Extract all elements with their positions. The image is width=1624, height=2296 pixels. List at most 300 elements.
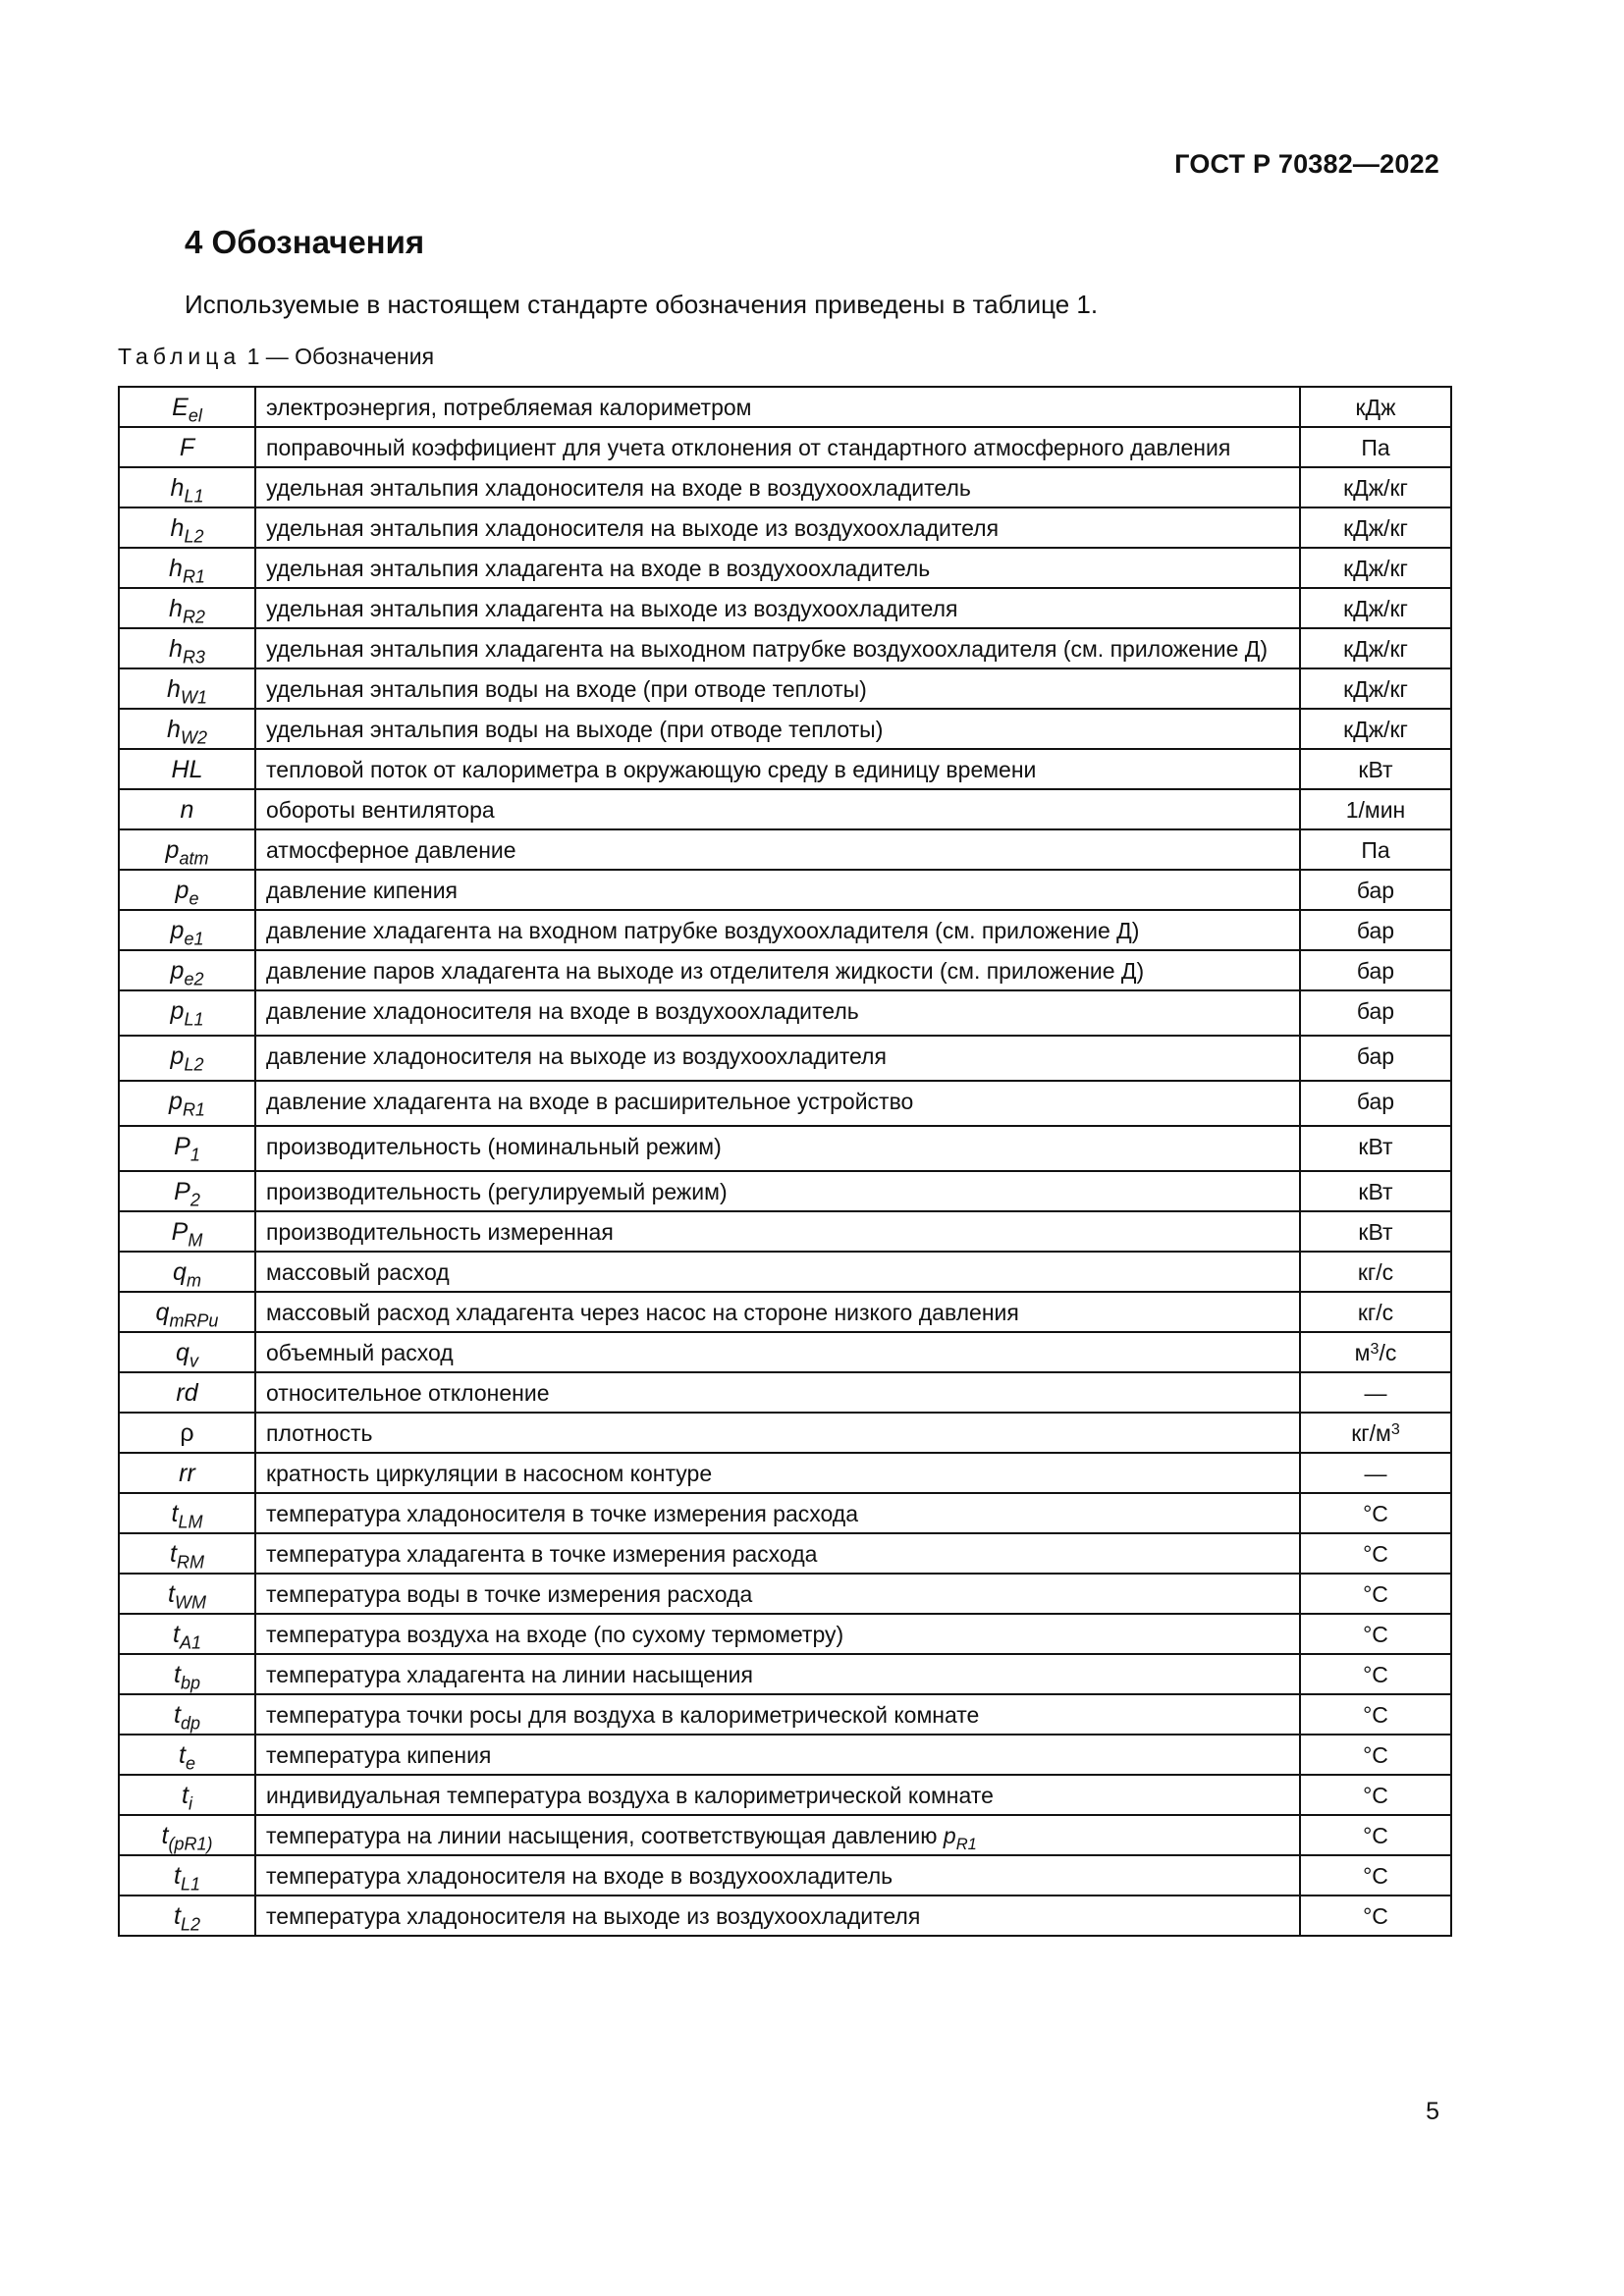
unit-cell (1300, 1614, 1451, 1654)
symbol-cell (119, 1896, 255, 1936)
unit-text: бар (1356, 878, 1395, 903)
symbol-base: t (174, 1661, 181, 1688)
symbol-cell (119, 467, 255, 507)
table-row (119, 1533, 1451, 1574)
description-symbol: p (943, 1823, 956, 1848)
description-text: массовый расход хладагента через насос на стороне низкого давления (266, 1300, 1019, 1325)
intro-paragraph: Используемые в настоящем стандарте обозначения приведены в таблице 1. (185, 290, 1099, 319)
unit-cell (1300, 1413, 1451, 1453)
description-cell (255, 709, 1300, 749)
unit-cell (1300, 668, 1451, 709)
symbol-base: q (155, 1299, 170, 1326)
symbol-subscript: v (189, 1351, 198, 1371)
unit-cell (1300, 387, 1451, 427)
description-cell (255, 1815, 1300, 1855)
unit-text: кДж/кг (1343, 717, 1408, 742)
table-row (119, 1036, 1451, 1081)
unit-superscript: 3 (1390, 1419, 1400, 1438)
symbol-base: HL (171, 756, 203, 783)
symbol-base: t (170, 1540, 177, 1568)
symbol-base: t (179, 1741, 186, 1769)
symbol-base: q (176, 1339, 189, 1366)
unit-cell (1300, 749, 1451, 789)
table-row (119, 1775, 1451, 1815)
unit-cell (1300, 789, 1451, 829)
unit-text: — (1364, 1461, 1387, 1486)
symbol-cell (119, 427, 255, 467)
symbol-base: t (174, 1902, 181, 1930)
description-cell (255, 628, 1300, 668)
unit-cell (1300, 507, 1451, 548)
description-cell (255, 1372, 1300, 1413)
unit-cell (1300, 990, 1451, 1036)
unit-text: Па (1361, 837, 1390, 863)
symbol-subscript: R3 (182, 647, 205, 667)
symbol-cell (119, 1292, 255, 1332)
symbol-cell (119, 1654, 255, 1694)
unit-cell (1300, 628, 1451, 668)
description-text: давление хладоносителя на входе в воздухоохладитель (266, 998, 859, 1024)
unit-text: кДж/кг (1343, 636, 1408, 662)
unit-cell (1300, 950, 1451, 990)
description-text: температура кипения (266, 1742, 492, 1768)
symbol-cell (119, 1493, 255, 1533)
symbol-cell (119, 387, 255, 427)
description-text: температура хладоносителя в точке измерения расхода (266, 1501, 858, 1526)
description-text: производительность (номинальный режим) (266, 1134, 722, 1159)
unit-text: бар (1356, 998, 1395, 1024)
unit-text: бар (1356, 918, 1395, 943)
description-text: электроэнергия, потребляемая калориметром (266, 395, 752, 420)
description-text: температура хладоносителя на входе в воздухоохладитель (266, 1863, 893, 1889)
table-row (119, 548, 1451, 588)
symbol-subscript: RM (176, 1552, 204, 1573)
description-text: относительное отклонение (266, 1380, 550, 1406)
symbol-subscript: WM (174, 1592, 206, 1613)
description-cell (255, 1654, 1300, 1694)
description-cell (255, 387, 1300, 427)
description-text: давление хладагента на входе в расширительное устройство (266, 1089, 914, 1114)
unit-cell (1300, 1775, 1451, 1815)
table-row (119, 1211, 1451, 1252)
description-cell (255, 1081, 1300, 1126)
unit-text: °C (1363, 1903, 1388, 1929)
symbol-subscript: M (188, 1230, 203, 1251)
description-text: атмосферное давление (266, 837, 516, 863)
table-row (119, 1735, 1451, 1775)
symbol-cell (119, 548, 255, 588)
table-row (119, 1081, 1451, 1126)
symbol-cell (119, 789, 255, 829)
symbol-subscript: (pR1) (168, 1834, 213, 1854)
unit-cell (1300, 1036, 1451, 1081)
symbol-subscript: L1 (184, 486, 204, 507)
description-text: обороты вентилятора (266, 797, 495, 823)
table-row (119, 387, 1451, 427)
symbol-cell (119, 990, 255, 1036)
symbol-subscript: L2 (184, 526, 204, 547)
symbol-base: p (165, 836, 180, 864)
unit-text: °C (1363, 1501, 1388, 1526)
symbol-base: t (171, 1500, 179, 1527)
table-caption (118, 344, 434, 370)
description-text: удельная энтальпия хладагента на выходном патрубке воздухоохладителя (см. приложение Д) (266, 636, 1269, 662)
symbol-base: rd (176, 1379, 198, 1407)
unit-cell (1300, 870, 1451, 910)
unit-cell (1300, 1171, 1451, 1211)
unit-cell (1300, 1332, 1451, 1372)
document-code: ГОСТ Р 70382—2022 (1174, 149, 1439, 179)
symbol-subscript: R2 (182, 607, 205, 627)
symbol-cell (119, 668, 255, 709)
symbol-subscript: L1 (180, 1874, 200, 1895)
description-cell (255, 427, 1300, 467)
symbol-base: n (180, 796, 194, 824)
symbol-base: P (174, 1178, 190, 1205)
unit-text: кг/с (1357, 1300, 1394, 1325)
unit-cell (1300, 1694, 1451, 1735)
description-cell (255, 1292, 1300, 1332)
unit-text: кВт (1358, 1219, 1393, 1245)
description-text: температура точки росы для воздуха в калориметрической комнате (266, 1702, 980, 1728)
unit-cell (1300, 1081, 1451, 1126)
description-text: поправочный коэффициент для учета отклонения от стандартного атмосферного давления (266, 435, 1231, 460)
description-text: удельная энтальпия воды на выходе (при отводе теплоты) (266, 717, 884, 742)
unit-text: °C (1363, 1742, 1388, 1768)
description-cell (255, 870, 1300, 910)
unit-cell (1300, 1896, 1451, 1936)
description-cell (255, 789, 1300, 829)
unit-cell (1300, 1372, 1451, 1413)
symbol-subscript: L1 (184, 1009, 204, 1030)
symbol-cell (119, 1855, 255, 1896)
unit-text: кДж/кг (1343, 596, 1408, 621)
unit-cell (1300, 1815, 1451, 1855)
table-row (119, 628, 1451, 668)
table-row (119, 1292, 1451, 1332)
unit-cell (1300, 709, 1451, 749)
description-cell (255, 467, 1300, 507)
symbol-base: p (170, 997, 185, 1025)
symbol-subscript: i (188, 1793, 192, 1814)
symbol-subscript: L2 (180, 1914, 200, 1935)
symbol-base: h (170, 474, 185, 502)
symbol-base: p (175, 877, 189, 904)
description-cell (255, 1413, 1300, 1453)
unit-cell (1300, 1855, 1451, 1896)
unit-cell (1300, 1126, 1451, 1171)
table-row (119, 1896, 1451, 1936)
table-row (119, 1855, 1451, 1896)
symbol-cell (119, 1533, 255, 1574)
description-cell (255, 950, 1300, 990)
description-text: производительность измеренная (266, 1219, 614, 1245)
unit-text: кВт (1358, 1134, 1393, 1159)
symbol-base: E (172, 394, 189, 421)
unit-text: кДж (1355, 395, 1396, 420)
description-text: давление кипения (266, 878, 459, 903)
description-cell (255, 1775, 1300, 1815)
description-text: давление хладоносителя на выходе из воздухоохладителя (266, 1043, 887, 1069)
symbol-subscript: mRPu (169, 1310, 219, 1331)
symbol-cell (119, 1252, 255, 1292)
symbol-cell (119, 1126, 255, 1171)
table-row (119, 1453, 1451, 1493)
table-row (119, 1126, 1451, 1171)
description-cell (255, 507, 1300, 548)
symbol-cell (119, 588, 255, 628)
symbol-base: rr (179, 1460, 195, 1487)
symbol-base: h (167, 675, 181, 703)
description-cell (255, 1614, 1300, 1654)
symbols-table (118, 386, 1452, 1937)
unit-text: °C (1363, 1581, 1388, 1607)
symbol-subscript: 1 (189, 1145, 200, 1165)
symbol-base: t (161, 1822, 169, 1849)
description-cell (255, 1252, 1300, 1292)
unit-text: °C (1363, 1541, 1388, 1567)
description-cell (255, 1036, 1300, 1081)
table-row (119, 427, 1451, 467)
table-row (119, 789, 1451, 829)
symbol-base: P (171, 1218, 189, 1246)
symbol-cell (119, 950, 255, 990)
unit-text: °C (1363, 1823, 1388, 1848)
section-title: 4 Обозначения (185, 224, 425, 260)
symbol-cell (119, 1332, 255, 1372)
description-text: плотность (266, 1420, 373, 1446)
symbol-cell (119, 1081, 255, 1126)
unit-text: кВт (1358, 757, 1393, 782)
description-cell (255, 829, 1300, 870)
unit-cell (1300, 1735, 1451, 1775)
symbol-cell (119, 1211, 255, 1252)
symbol-cell (119, 1413, 255, 1453)
description-text: индивидуальная температура воздуха в калориметрической комнате (266, 1783, 994, 1808)
unit-text: кг/м (1351, 1420, 1391, 1446)
symbol-subscript: W1 (180, 687, 207, 708)
symbol-subscript: e (185, 1753, 195, 1774)
symbol-cell (119, 1735, 255, 1775)
unit-text: Па (1361, 435, 1390, 460)
description-text: температура хладагента на линии насыщения (266, 1662, 753, 1687)
unit-text: °C (1363, 1783, 1388, 1808)
table-row (119, 1815, 1451, 1855)
unit-cell (1300, 548, 1451, 588)
description-cell (255, 1694, 1300, 1735)
symbol-base: t (168, 1580, 175, 1608)
unit-cell (1300, 1292, 1451, 1332)
unit-text: °C (1363, 1702, 1388, 1728)
symbol-cell (119, 1694, 255, 1735)
table-row (119, 990, 1451, 1036)
unit-cell (1300, 1252, 1451, 1292)
unit-cell (1300, 1654, 1451, 1694)
symbol-cell (119, 709, 255, 749)
symbol-base: p (170, 957, 185, 985)
symbol-base: t (174, 1701, 181, 1729)
unit-superscript: 3 (1370, 1339, 1380, 1358)
symbol-cell (119, 1815, 255, 1855)
unit-text: кДж/кг (1343, 676, 1408, 702)
table-row (119, 709, 1451, 749)
symbol-cell (119, 870, 255, 910)
symbol-subscript: LM (178, 1512, 203, 1532)
table-row (119, 1171, 1451, 1211)
table-caption-word: Таблица (118, 344, 242, 369)
symbol-subscript: atm (179, 848, 209, 869)
description-text: производительность (регулируемый режим) (266, 1179, 728, 1204)
symbol-base: P (174, 1133, 190, 1160)
symbol-subscript: bp (180, 1673, 200, 1693)
table-row (119, 467, 1451, 507)
table-row (119, 507, 1451, 548)
symbol-base: p (170, 917, 185, 944)
unit-cell (1300, 1533, 1451, 1574)
symbols-table-body (119, 387, 1451, 1936)
symbol-base: t (173, 1621, 180, 1648)
symbol-subscript: e2 (184, 969, 204, 989)
description-text: тепловой поток от калориметра в окружающую среду в единицу времени (266, 757, 1037, 782)
description-text: удельная энтальпия хладоносителя на входе в воздухоохладитель (266, 475, 971, 501)
description-cell (255, 548, 1300, 588)
unit-text: кДж/кг (1343, 556, 1408, 581)
description-cell (255, 1574, 1300, 1614)
description-cell (255, 1453, 1300, 1493)
table-row (119, 1694, 1451, 1735)
symbol-cell (119, 1574, 255, 1614)
description-cell (255, 1126, 1300, 1171)
description-text: температура хладоносителя на выходе из воздухоохладителя (266, 1903, 921, 1929)
symbol-base: h (170, 514, 185, 542)
unit-text: — (1364, 1380, 1387, 1406)
symbol-cell (119, 1171, 255, 1211)
unit-cell (1300, 1211, 1451, 1252)
description-text: температура воды в точке измерения расхода (266, 1581, 753, 1607)
unit-cell (1300, 1574, 1451, 1614)
table-row (119, 1614, 1451, 1654)
description-text: удельная энтальпия воды на входе (при отводе теплоты) (266, 676, 867, 702)
symbol-subscript: W2 (180, 727, 207, 748)
unit-text: кг/с (1357, 1259, 1394, 1285)
symbol-subscript: e (189, 888, 199, 909)
symbol-base: h (169, 555, 183, 582)
table-row (119, 950, 1451, 990)
page-number: 5 (1426, 2098, 1439, 2125)
unit-cell (1300, 427, 1451, 467)
symbol-base: h (167, 716, 181, 743)
table-row (119, 1413, 1451, 1453)
symbol-subscript: m (186, 1270, 201, 1291)
table-row (119, 1574, 1451, 1614)
table-row (119, 829, 1451, 870)
symbol-base: p (169, 1088, 183, 1115)
table-row (119, 668, 1451, 709)
unit-cell (1300, 1453, 1451, 1493)
symbol-base: ρ (180, 1419, 194, 1447)
description-text: температура воздуха на входе (по сухому термометру) (266, 1622, 844, 1647)
description-text: давление паров хладагента на выходе из отделителя жидкости (см. приложение Д) (266, 958, 1145, 984)
symbol-subscript: L2 (184, 1054, 204, 1075)
unit-cell (1300, 1493, 1451, 1533)
symbol-base: F (179, 434, 195, 461)
symbol-subscript: dp (180, 1713, 200, 1734)
description-text: удельная энтальпия хладагента на входе в воздухоохладитель (266, 556, 931, 581)
description-cell (255, 1735, 1300, 1775)
unit-text: кДж/кг (1343, 515, 1408, 541)
symbol-subscript: R1 (182, 1099, 205, 1120)
unit-cell (1300, 829, 1451, 870)
symbol-cell (119, 1036, 255, 1081)
table-caption-text: 1 — Обозначения (246, 344, 435, 369)
description-symbol-subscript: R1 (955, 1834, 977, 1853)
description-cell (255, 1171, 1300, 1211)
table-row (119, 1493, 1451, 1533)
description-cell (255, 1533, 1300, 1574)
unit-text: кДж/кг (1343, 475, 1408, 501)
description-text: удельная энтальпия хладоносителя на выходе из воздухоохладителя (266, 515, 1000, 541)
description-cell (255, 910, 1300, 950)
description-cell (255, 990, 1300, 1036)
description-text: кратность циркуляции в насосном контуре (266, 1461, 713, 1486)
unit-cell (1300, 910, 1451, 950)
table-row (119, 870, 1451, 910)
symbol-cell (119, 507, 255, 548)
description-cell (255, 1896, 1300, 1936)
symbol-subscript: A1 (179, 1632, 201, 1653)
symbol-cell (119, 1614, 255, 1654)
description-text: давление хладагента на входном патрубке воздухоохладителя (см. приложение Д) (266, 918, 1140, 943)
table-row (119, 1252, 1451, 1292)
symbol-base: p (170, 1042, 185, 1070)
description-cell (255, 1332, 1300, 1372)
description-text: объемный расход (266, 1340, 454, 1365)
table-row (119, 910, 1451, 950)
unit-text: °C (1363, 1662, 1388, 1687)
description-cell (255, 1211, 1300, 1252)
table-row (119, 1654, 1451, 1694)
symbol-base: q (173, 1258, 187, 1286)
description-cell (255, 1855, 1300, 1896)
table-row (119, 1332, 1451, 1372)
symbol-cell (119, 1775, 255, 1815)
symbol-cell (119, 1453, 255, 1493)
description-cell (255, 588, 1300, 628)
description-cell (255, 1493, 1300, 1533)
description-text: массовый расход (266, 1259, 450, 1285)
unit-text: °C (1363, 1622, 1388, 1647)
symbol-cell (119, 628, 255, 668)
unit-text: кВт (1358, 1179, 1393, 1204)
unit-text: м (1354, 1340, 1371, 1365)
description-text: удельная энтальпия хладагента на выходе из воздухоохладителя (266, 596, 958, 621)
symbol-subscript: e1 (184, 929, 204, 949)
unit-suffix: /с (1379, 1340, 1397, 1365)
unit-text: 1/мин (1345, 797, 1406, 823)
table-row (119, 588, 1451, 628)
symbol-base: t (182, 1782, 189, 1809)
description-cell (255, 668, 1300, 709)
symbol-subscript: el (188, 405, 202, 426)
symbol-base: h (169, 595, 183, 622)
symbol-cell (119, 910, 255, 950)
unit-cell (1300, 588, 1451, 628)
description-text: температура на линии насыщения, соответствующая давлению (266, 1823, 938, 1848)
symbol-cell (119, 829, 255, 870)
table-row (119, 749, 1451, 789)
description-text: температура хладагента в точке измерения расхода (266, 1541, 818, 1567)
symbol-subscript: 2 (189, 1190, 200, 1210)
